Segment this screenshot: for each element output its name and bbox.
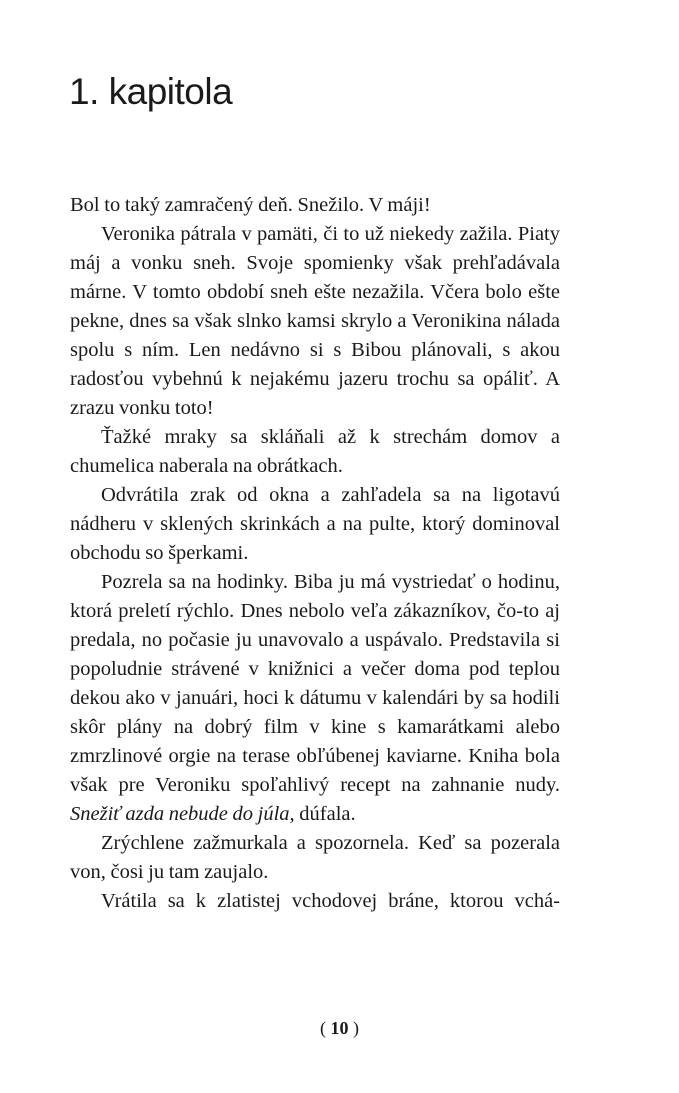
paragraph-5-end: dúfala. (299, 803, 356, 825)
paragraph-6: Zrýchlene zažmurkala a spozornela. Keď sa pozerala von, čosi ju tam zaujalo. (70, 832, 560, 883)
paragraph-2: Veronika pátrala v pamäti, či to už niekedy zažila. Piaty máj a vonku sneh. Svoje spomienky však prehľadávala márne. V tomto období sneh ešte nezažila. Včera bolo ešte pekne, dnes sa však slnko kamsi skrylo a Veronikina nálada spolu s ním. Len nedávno si s Bibou plánovali, s akou radosťou vybehnú k nejakému jazeru trochu sa opáliť. A zrazu vonku toto! (70, 223, 560, 419)
chapter-title: 1. kapitola (69, 71, 233, 112)
page-number-value: 10 (330, 1018, 349, 1038)
chapter-body (70, 191, 560, 916)
paragraph-5-italic: Snežiť azda nebude do júla, (70, 803, 295, 825)
paragraph-7: Vrátila sa k zlatistej vchodovej bráne, ktorou vchá- (101, 890, 560, 912)
paragraph-3: Ťažké mraky sa skláňali až k strechám domov a chumelica naberala na obrátkach. (70, 426, 560, 477)
paragraph-1: Bol to taký zamračený deň. Snežilo. V máji! (70, 194, 431, 216)
paragraph-5-text: Pozrela sa na hodinky. Biba ju má vystriedať o hodinu, ktorá preletí rýchlo. Dnes nebolo veľa zákazníkov, čo-to aj predala, no počasie ju unavovalo a uspávalo. Predstavila si popoludnie strávené v knižnici a večer doma pod teplou dekou ako v januári, hoci k dátumu v kalendári by sa hodili skôr plány na dobrý film v kine s kamarátkami alebo zmrzlinové orgie na terase obľúbenej kaviarne. Kniha bola však pre Veroniku spoľahlivý recept na zahnanie nudy. (70, 571, 560, 796)
page-number-open: ( (320, 1018, 331, 1038)
page-number-close: ) (348, 1018, 359, 1038)
page-number (0, 1016, 679, 1040)
paragraph-4: Odvrátila zrak od okna a zahľadela sa na ligotavú nádheru v sklených skrinkách a na pulte, ktorý dominoval obchodu so šperkami. (70, 484, 560, 564)
paragraph-5 (70, 568, 560, 829)
